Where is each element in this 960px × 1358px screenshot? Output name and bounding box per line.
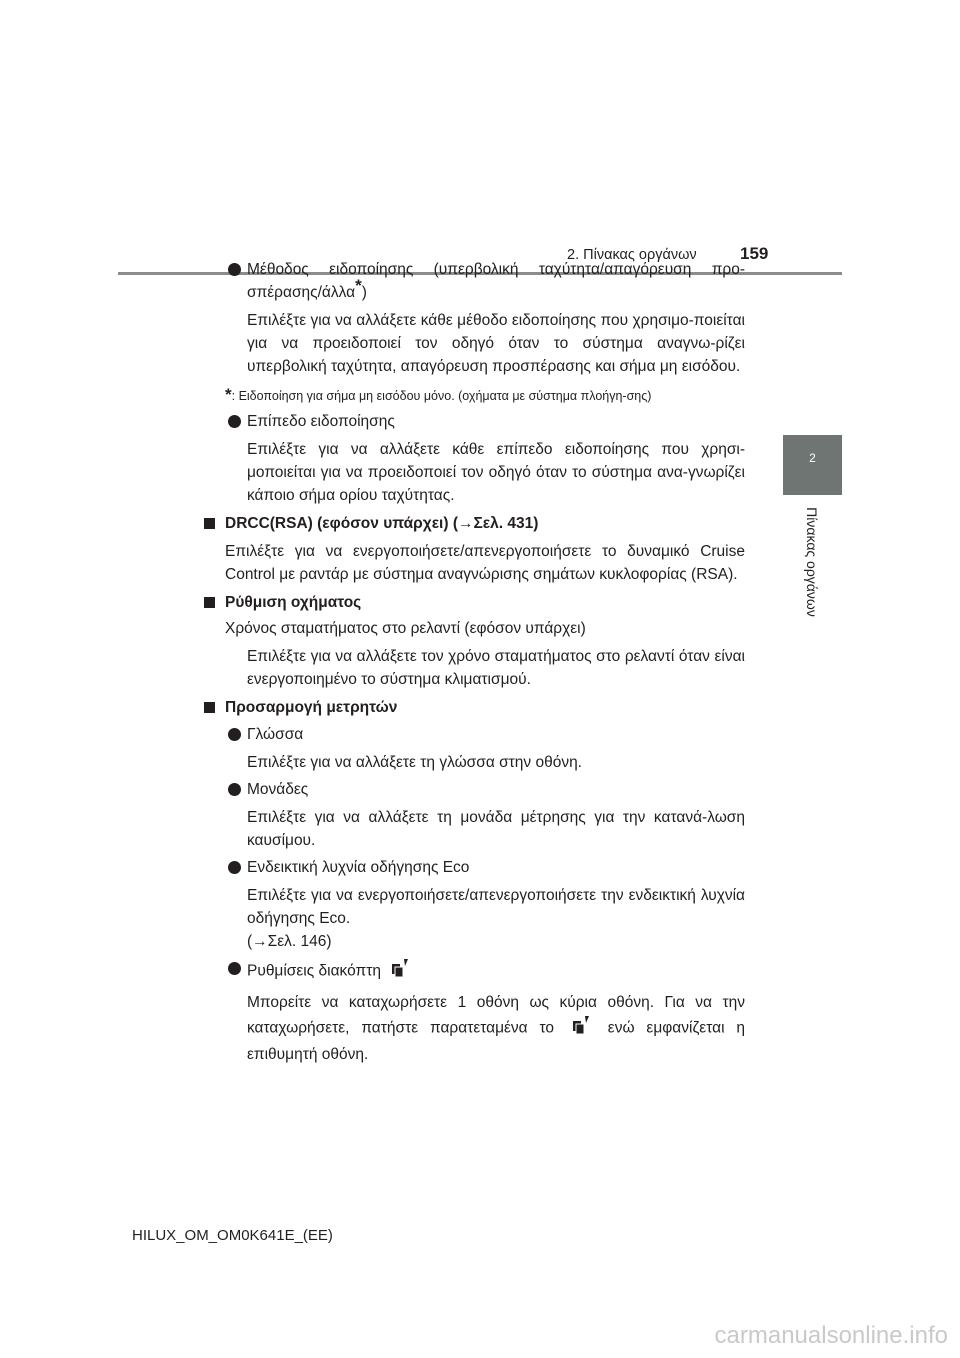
notification-method-text: Επιλέξτε για να αλλάξετε κάθε μέθοδο ειδοποίησης που χρησιμο-ποιείται για να προειδοποιεί τον οδηγό όταν το σύστημα αναγνω-ρίζει υπερβολική ταχύτητα, απαγόρευση προσπέρασης και σήμα μη εισόδου. — [247, 312, 745, 375]
chapter-tab — [783, 435, 842, 495]
bullet-eco-indicator: Ενδεικτική λυχνία οδήγησης Eco — [225, 856, 745, 879]
section-drcc: DRCC(RSA) (εφόσον υπάρχει) (→Σελ. 431) — [203, 512, 745, 535]
section-vehicle-setting: Ρύθμιση οχήματος — [203, 591, 745, 614]
bullet-notification-method: Μέθοδος ειδοποίησης (υπερβολική ταχύτητα/απαγόρευση προ-σπέρασης/άλλα*) — [225, 258, 745, 304]
page-content — [225, 254, 745, 1066]
switch-settings-text: Μπορείτε να καταχωρήσετε 1 οθόνη ως κύρια οθόνη. Για να την καταχωρήσετε, πατήστε παρατεταμένα το ενώ εμφανίζεται η επιθυμητή οθόνη. — [247, 994, 745, 1063]
watermark: carmanualsonline.info — [714, 1322, 948, 1349]
drcc-text: Επιλέξτε για να ενεργοποιήσετε/απενεργοποιήσετε το δυναμικό Cruise Control με ραντάρ με σύστημα αναγνώρισης σημάτων κυκλοφορίας (RSA). — [225, 543, 745, 583]
steering-switch-icon — [389, 957, 411, 986]
page-number: 159 — [740, 244, 769, 263]
bullet-units: Μονάδες — [225, 778, 745, 801]
footer-code: HILUX_OM_OM0K641E_(EE) — [132, 1227, 333, 1244]
steering-switch-icon — [570, 1014, 592, 1043]
footnote: *: Ειδοποίηση για σήμα μη εισόδου μόνο. (οχήματα με σύστημα πλοήγη-σης) — [225, 385, 652, 404]
bullet-switch-settings: Ρυθμίσεις διακόπτη — [225, 957, 745, 986]
bullet-notification-level: Επίπεδο ειδοποίησης — [225, 410, 745, 433]
chapter-side-label-text: Πίνακας οργάνων — [804, 507, 820, 617]
units-text: Επιλέξτε για να αλλάξετε τη μονάδα μέτρησης για την κατανά-λωση καυσίμου. — [247, 809, 745, 849]
notification-level-text: Επιλέξτε για να αλλάξετε κάθε επίπεδο ειδοποίησης που χρησι-μοποιείται για να προειδοποιεί τον οδηγό όταν το σύστημα ανα-γνωρίζει κάποιο σήμα ορίου ταχύτητας. — [247, 441, 745, 504]
idle-stop-subtitle: Χρόνος σταματήματος στο ρελαντί (εφόσον υπάρχει) — [225, 620, 586, 637]
eco-indicator-text: Επιλέξτε για να ενεργοποιήσετε/απενεργοποιήσετε την ενδεικτική λυχνία οδήγησης Eco. (→Σελ. 146) — [247, 887, 745, 950]
section-meter-customize: Προσαρμογή μετρητών — [203, 696, 745, 719]
idle-stop-text: Επιλέξτε για να αλλάξετε τον χρόνο σταματήματος στο ρελαντί όταν είναι ενεργοποιημένο το σύστημα κλιματισμού. — [247, 648, 745, 688]
language-text: Επιλέξτε για να αλλάξετε τη γλώσσα στην οθόνη. — [247, 754, 582, 771]
bullet-language: Γλώσσα — [225, 723, 745, 746]
chapter-tab-number: 2 — [809, 451, 816, 465]
eco-page-reference: (→Σελ. 146) — [247, 933, 332, 950]
header-section-title: 2. Πίνακας οργάνων — [567, 247, 697, 263]
